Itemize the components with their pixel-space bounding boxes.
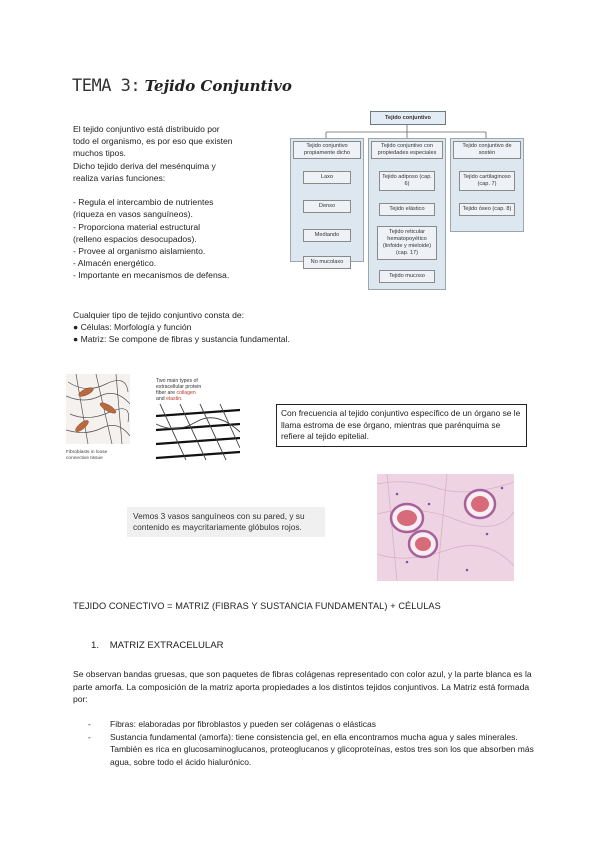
blood-vessels-note: Vemos 3 vasos sanguíneos con su pared, y su contenido es maycritariamente glóbulos rojos. (127, 507, 325, 537)
elastin-highlight: elastin (166, 396, 182, 402)
formula-line: TEJIDO CONECTIVO = MATRIZ (FIBRAS Y SUSTANCIA FUNDAMENTAL) + CÉLULAS (73, 601, 441, 611)
fiber-label-line: Two main types of (156, 378, 198, 384)
classification-diagram (288, 108, 526, 288)
stroma-note: Con frecuencia al tejido conjuntivo específico de un órgano se le llama estroma de ese órgano, mientras que parénquima se refiere al tejido epitelial. (276, 404, 527, 447)
section-heading (91, 640, 224, 651)
section-title: MATRIZ EXTRACELULAR (109, 640, 224, 651)
title-main: Tejido Conjuntivo (144, 77, 292, 95)
section-paragraph: Se observan bandas gruesas, que son paquetes de fibras colágenas representado con color azul, y la parte blanca es la parte amorfa. La composición de la matriz aporta propiedades a los distintos tejidos conjuntivos. La Matriz está formada por: (73, 669, 532, 705)
section-number: 1. (91, 640, 100, 651)
diagram-item: Denso (303, 200, 351, 213)
title-prefix: TEMA 3: (72, 76, 141, 96)
composition-item (73, 321, 373, 333)
intro-line: - Importante en mecanismos de defensa. (73, 270, 230, 281)
list-item (88, 718, 534, 731)
diagram-column-support (450, 138, 524, 232)
fiber-figure (156, 378, 240, 458)
list-text: Sustancia fundamental (amorfa): tiene consistencia gel, en ella encontramos mucha agua y sales minerales. También es rica en glucosaminoglucanos, proteoglucanos y glicoproteínas, estos tres son los que absorben más agua, sobre todo el ácido hialurónico. (110, 731, 534, 767)
list-text: Fibras: elaboradas por fibroblastos y pueden ser colágenas o elásticas (110, 719, 377, 729)
diagram-item: Tejido elástico (379, 203, 435, 216)
diagram-item: Tejido mucoso (379, 270, 435, 283)
intro-line: (riqueza en vasos sanguíneos). (73, 209, 193, 220)
fiber-label-line: and elastin. (156, 396, 183, 402)
fiber-label-line: fiber are collagen (156, 390, 196, 396)
intro-line: El tejido conjuntivo está distribuido por (73, 124, 220, 134)
list-item (88, 731, 534, 769)
fiber-label-line: extracellular protein (156, 384, 202, 390)
composition-item (73, 333, 373, 345)
composition-term: Matriz (80, 334, 104, 345)
diagram-col-header: Tejido conjuntivo propiamente dicho (293, 141, 361, 159)
intro-text (73, 123, 283, 282)
diagram-root: Tejido conjuntivo (370, 111, 446, 125)
fibroblast-caption: Fibroblasts in loose connective tissue (66, 450, 108, 461)
diagram-item: Tejido óseo (cap. 8) (459, 203, 515, 216)
bullet: ● (73, 334, 79, 345)
intro-line: - Provee al organismo aislamiento. (73, 246, 206, 257)
fibroblast-illustration (66, 374, 130, 444)
fibroblast-figure (66, 374, 130, 461)
intro-line: - Proporciona material estructural (73, 221, 201, 232)
composition-section (73, 309, 373, 346)
fiber-illustration (156, 404, 240, 460)
composition-intro: Cualquier tipo de tejido conjuntivo consta de: (73, 310, 245, 320)
intro-line: - Regula el intercambio de nutrientes (73, 197, 214, 208)
intro-line: muchos tipos. (73, 148, 127, 159)
diagram-column-special (368, 138, 446, 290)
list-dash: - (88, 719, 91, 729)
bullet: ● (73, 322, 79, 333)
intro-line: (relleno espacios desocupados). (73, 233, 197, 244)
intro-line: - Almacén energético. (73, 258, 157, 269)
intro-line: realiza varias funciones: (73, 172, 166, 183)
page-title (72, 76, 292, 96)
intro-line: todo el organismo, es por eso que existen (73, 136, 233, 147)
intro-line: Dicho tejido deriva del mesénquima y (73, 160, 216, 171)
intro-line-blank (73, 184, 283, 196)
diagram-item: Tejido reticular hematopoyético (linfoide y mieloide) (cap. 17) (377, 226, 437, 260)
diagram-col-header: Tejido conjuntivo con propiedades especiales (371, 141, 443, 159)
diagram-column-proper (290, 138, 364, 265)
diagram-col-header: Tejido conjuntivo de sostén (453, 141, 521, 159)
diagram-item: Tejido adiposo (cap. 6) (379, 171, 435, 191)
composition-text: : Se compone de fibras y sustancia fundamental. (104, 334, 290, 345)
composition-term: Células (80, 322, 110, 333)
diagram-item: Tejido cartilaginoso (cap. 7) (459, 171, 515, 191)
diagram-item: Laxo (303, 171, 351, 184)
list-dash: - (88, 731, 91, 742)
micrograph-illustration (377, 474, 514, 581)
micrograph-image (377, 474, 514, 581)
composition-text: : Morfología y función (109, 322, 192, 333)
collagen-highlight: collagen (176, 390, 196, 396)
diagram-item: No mucolaxo (303, 256, 351, 269)
fiber-label (156, 378, 240, 402)
matrix-components-list (88, 718, 534, 768)
diagram-item: Mediando (303, 229, 351, 242)
